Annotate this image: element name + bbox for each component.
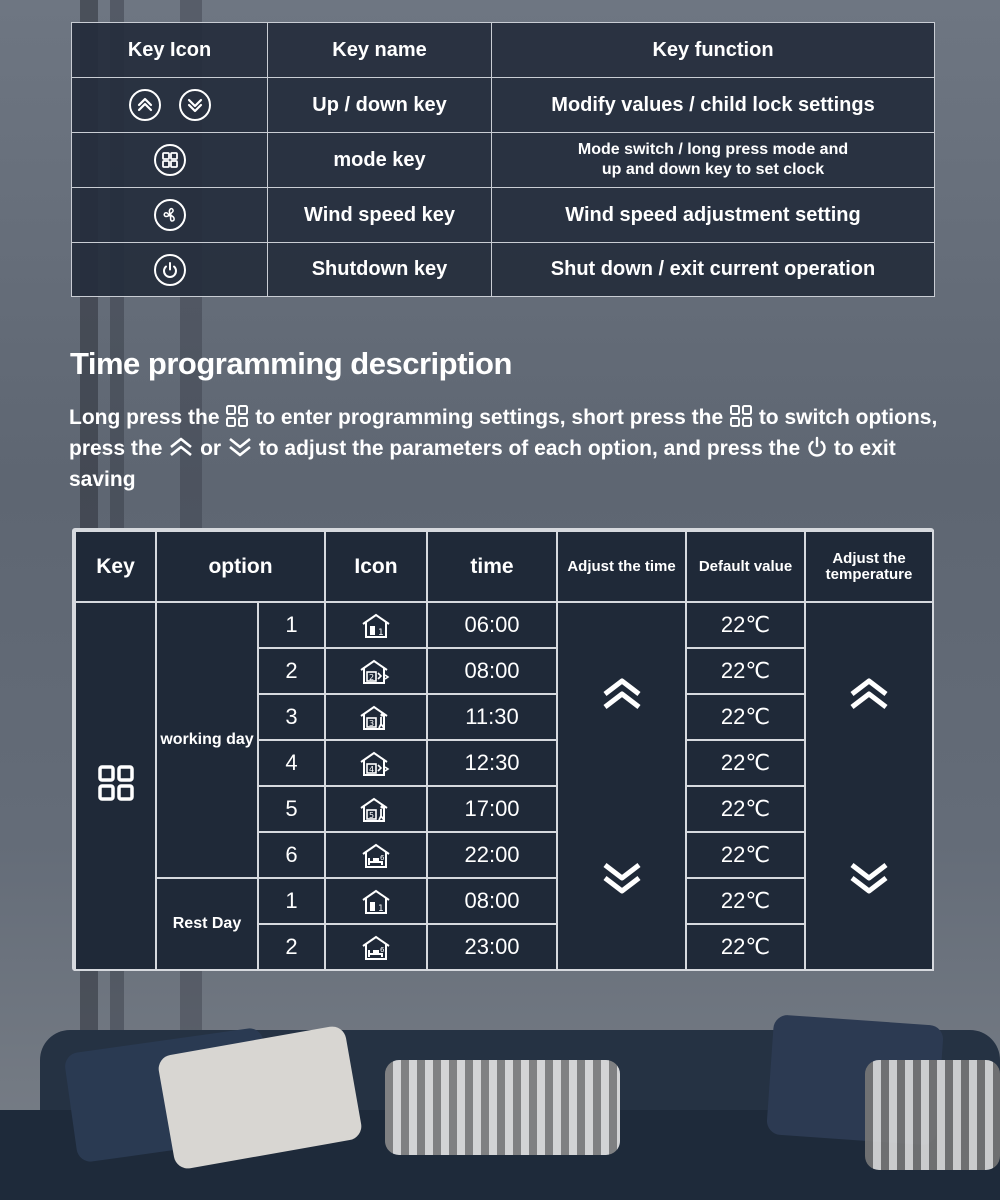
default-value-cell: 22℃ xyxy=(686,648,805,694)
mode-grid-icon xyxy=(98,765,134,801)
default-value-cell: 22℃ xyxy=(686,602,805,648)
chevron-down-circle-icon xyxy=(179,89,211,121)
table-row xyxy=(75,878,933,924)
header-line: temperature xyxy=(825,565,913,583)
description xyxy=(69,402,949,495)
key-function: Modify values / child lock settings xyxy=(492,78,935,133)
key-icon-cell xyxy=(72,243,268,297)
desc-text: or xyxy=(200,437,227,460)
cushion xyxy=(865,1060,1000,1170)
adjust-time-cell xyxy=(557,602,686,970)
table-row xyxy=(75,602,933,648)
default-value-cell: 22℃ xyxy=(686,740,805,786)
svg-text:2: 2 xyxy=(369,672,375,682)
option-number: 5 xyxy=(258,786,325,832)
default-value-cell: 22℃ xyxy=(686,786,805,832)
default-value-cell: 22℃ xyxy=(686,924,805,970)
mode-grid-icon xyxy=(729,405,753,427)
section-title: Time programming description xyxy=(70,346,512,381)
group-rest-day: Rest Day xyxy=(156,878,258,970)
key-name: Shutdown key xyxy=(268,243,492,297)
mode-grid-icon xyxy=(225,405,249,427)
header-adjust-time: Adjust the time xyxy=(557,531,686,602)
time-cell: 22:00 xyxy=(427,832,557,878)
house-cell xyxy=(325,602,427,648)
desc-text: to switch options, press the xyxy=(69,406,938,460)
home-return-icon xyxy=(359,797,393,823)
fan-circle-icon xyxy=(154,199,186,231)
programming-table-frame xyxy=(72,528,934,971)
house-cell xyxy=(325,740,427,786)
house-cell xyxy=(325,878,427,924)
option-number: 2 xyxy=(258,924,325,970)
chevron-up-circle-icon xyxy=(129,89,161,121)
double-chevron-up-icon[interactable] xyxy=(848,677,890,711)
header-key-function: Key function xyxy=(492,23,935,78)
home-sleep-icon xyxy=(361,935,391,961)
header-key-icon: Key Icon xyxy=(72,23,268,78)
cushion xyxy=(385,1060,620,1155)
table-row xyxy=(72,243,935,297)
group-working-day: working day xyxy=(156,602,258,878)
time-cell: 08:00 xyxy=(427,648,557,694)
time-cell: 11:30 xyxy=(427,694,557,740)
double-chevron-down-icon[interactable] xyxy=(601,861,643,895)
key-icon-cell xyxy=(72,78,268,133)
double-chevron-down-icon[interactable] xyxy=(848,861,890,895)
programming-table xyxy=(74,530,934,971)
option-number: 2 xyxy=(258,648,325,694)
home-return-icon xyxy=(359,705,393,731)
house-cell xyxy=(325,832,427,878)
double-chevron-up-icon xyxy=(168,436,194,458)
svg-text:1: 1 xyxy=(378,627,384,638)
adjust-temperature-cell xyxy=(805,602,933,970)
home-leave-icon xyxy=(359,751,393,777)
option-number: 1 xyxy=(258,602,325,648)
home-leave-icon xyxy=(359,659,393,685)
key-cell xyxy=(75,602,156,970)
time-cell: 12:30 xyxy=(427,740,557,786)
default-value-cell: 22℃ xyxy=(686,832,805,878)
house-cell xyxy=(325,694,427,740)
svg-text:3: 3 xyxy=(369,718,375,728)
header-line: Adjust the xyxy=(832,549,906,567)
header-time: time xyxy=(427,531,557,602)
header-key-name: Key name xyxy=(268,23,492,78)
house-cell xyxy=(325,924,427,970)
header-adjust-temperature xyxy=(805,531,933,602)
desc-text: to adjust the parameters of each option, and press the xyxy=(258,437,807,460)
default-value-cell: 22℃ xyxy=(686,694,805,740)
default-value-cell: 22℃ xyxy=(686,878,805,924)
option-number: 3 xyxy=(258,694,325,740)
svg-text:5: 5 xyxy=(369,810,375,820)
header-icon: Icon xyxy=(325,531,427,602)
header-default-value: Default value xyxy=(686,531,805,602)
svg-text:6: 6 xyxy=(380,853,385,862)
option-number: 6 xyxy=(258,832,325,878)
double-chevron-down-icon xyxy=(227,436,253,458)
power-circle-icon xyxy=(154,254,186,286)
header-key: Key xyxy=(75,531,156,602)
time-cell: 08:00 xyxy=(427,878,557,924)
header-option: option xyxy=(156,531,325,602)
table-row xyxy=(72,188,935,243)
house-cell xyxy=(325,786,427,832)
svg-text:6: 6 xyxy=(380,945,385,954)
table-row xyxy=(72,78,935,133)
time-cell: 17:00 xyxy=(427,786,557,832)
home-sleep-icon xyxy=(361,843,391,869)
desc-text: to exit saving xyxy=(69,437,896,491)
house-cell xyxy=(325,648,427,694)
key-name: mode key xyxy=(268,133,492,188)
key-function-line: up and down key to set clock xyxy=(601,161,825,178)
desc-text: Long press the xyxy=(69,406,220,429)
home-wake-icon xyxy=(361,889,391,915)
key-name: Up / down key xyxy=(268,78,492,133)
key-icon-cell xyxy=(72,188,268,243)
time-cell: 23:00 xyxy=(427,924,557,970)
home-wake-icon xyxy=(361,613,391,639)
key-table xyxy=(71,22,935,297)
svg-text:1: 1 xyxy=(378,903,384,914)
mode-grid-circle-icon xyxy=(154,144,186,176)
key-function: Shut down / exit current operation xyxy=(492,243,935,297)
option-number: 1 xyxy=(258,878,325,924)
key-function: Wind speed adjustment setting xyxy=(492,188,935,243)
table-row xyxy=(72,133,935,188)
double-chevron-up-icon[interactable] xyxy=(601,677,643,711)
key-icon-cell xyxy=(72,133,268,188)
key-name: Wind speed key xyxy=(268,188,492,243)
time-cell: 06:00 xyxy=(427,602,557,648)
option-number: 4 xyxy=(258,740,325,786)
power-icon xyxy=(806,436,828,458)
key-function xyxy=(492,133,935,188)
desc-text: to enter programming settings, short press the xyxy=(255,406,729,429)
svg-text:4: 4 xyxy=(369,764,375,774)
key-function-line: Mode switch / long press mode and xyxy=(577,141,849,158)
